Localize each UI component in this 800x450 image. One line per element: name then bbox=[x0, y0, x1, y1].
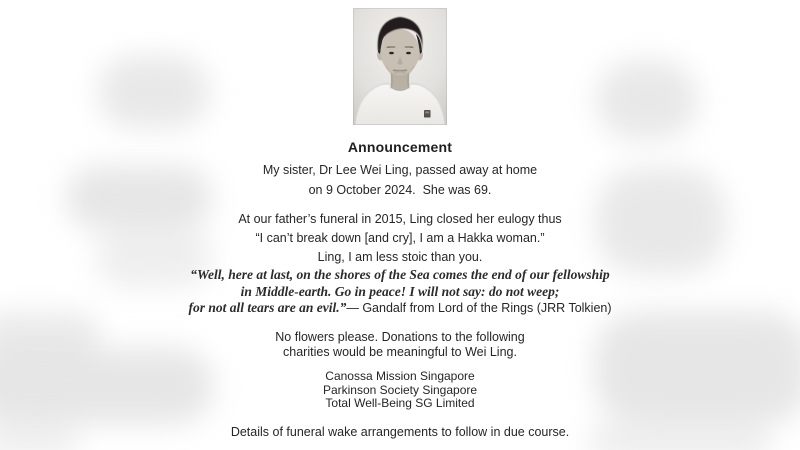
charity-item-3: Total Well-Being SG Limited bbox=[325, 396, 475, 410]
announcement-title: Announcement bbox=[347, 139, 453, 155]
donations-line-2: charities would be meaningful to Wei Ling. bbox=[283, 344, 517, 359]
charity-item-1: Canossa Mission Singapore bbox=[325, 369, 475, 383]
charity-item-2: Parkinson Society Singapore bbox=[322, 382, 478, 397]
donations-line-1: No flowers please. Donations to the following bbox=[275, 330, 525, 344]
eulogy-paragraph bbox=[0, 210, 800, 267]
intro-paragraph bbox=[0, 161, 800, 200]
closing-line: Details of funeral wake arrangements to follow in due course. bbox=[230, 425, 570, 439]
quote-line-3-text: for not all tears are an evil.” bbox=[188, 300, 347, 315]
eulogy-line-1: At our father’s funeral in 2015, Ling closed her eulogy thus bbox=[238, 212, 562, 226]
intro-line-1: My sister, Dr Lee Wei Ling, passed away at home bbox=[262, 163, 538, 177]
quote-attribution: — Gandalf from Lord of the Rings (JRR Tolkien) bbox=[346, 301, 612, 315]
eulogy-line-2: “I can’t break down [and cry], I am a Hakka woman.” bbox=[255, 231, 545, 245]
intro-line-2: on 9 October 2024. She was 69. bbox=[308, 182, 492, 197]
eulogy-line-3: Ling, I am less stoic than you. bbox=[317, 250, 483, 264]
quote-line-3 bbox=[0, 300, 800, 317]
quote-line-2: in Middle-earth. Go in peace! I will not say: do not weep; bbox=[240, 283, 560, 299]
donations-paragraph bbox=[0, 330, 800, 359]
quote-line-1: “Well, here at last, on the shores of the Sea comes the end of our fellowship bbox=[190, 267, 610, 282]
tolkien-quote bbox=[0, 267, 800, 317]
charity-list bbox=[0, 370, 800, 411]
portrait-photo bbox=[353, 8, 447, 125]
portrait-photo-image bbox=[353, 8, 447, 125]
